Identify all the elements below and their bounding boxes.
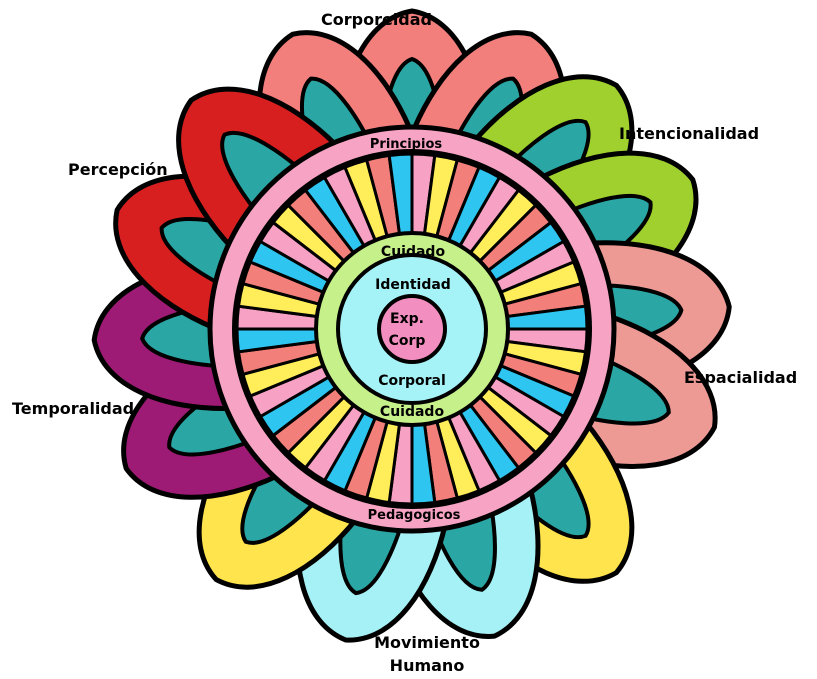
label-cuidado-top: Cuidado <box>380 244 446 260</box>
label-corporal: Corporal <box>378 373 446 389</box>
label-principios: Principios <box>369 137 443 152</box>
center-circle <box>379 296 445 362</box>
label-movimiento-line1: Movimiento <box>374 633 480 652</box>
label-percepcion: Percepción <box>68 160 168 179</box>
label-identidad: Identidad <box>375 277 451 293</box>
label-center-exp: Exp. <box>390 311 424 327</box>
label-movimiento-line2: Humano <box>389 656 465 675</box>
label-corporeidad: Corporeidad <box>321 10 432 29</box>
label-espacialidad: Espacialidad <box>684 368 798 387</box>
core-layer <box>316 233 508 425</box>
label-cuidado-bottom: Cuidado <box>379 404 445 420</box>
label-movimiento-humano <box>372 631 482 677</box>
label-temporalidad: Temporalidad <box>12 399 135 418</box>
label-pedagogicos: Pedagogicos <box>367 508 461 523</box>
label-center-corp: Corp <box>388 333 426 349</box>
label-intencionalidad: Intencionalidad <box>619 124 760 143</box>
